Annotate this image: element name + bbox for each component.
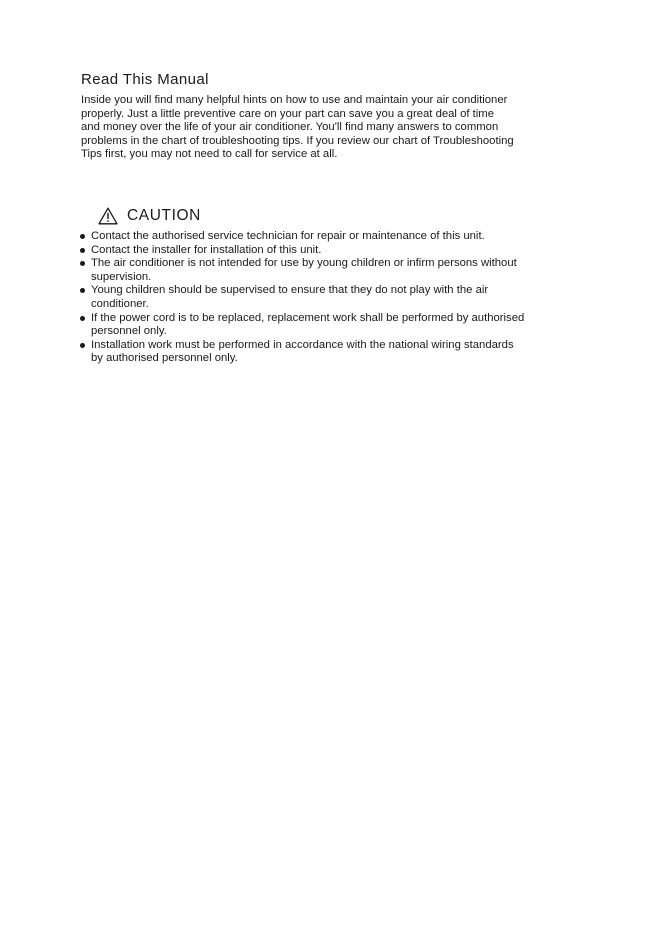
caution-header: [98, 207, 201, 225]
bullet-icon: [80, 234, 85, 239]
bullet-icon: [80, 261, 85, 266]
caution-item: [80, 257, 560, 284]
intro-paragraph: [81, 94, 551, 162]
intro-line: Inside you will find many helpful hints on how to use and maintain your air conditioner: [81, 94, 508, 106]
intro-line: properly. Just a little preventive care on your part can save you a great deal of time: [81, 107, 494, 120]
caution-list: [80, 230, 560, 366]
caution-item-text: Contact the authorised service technician for repair or maintenance of this unit.: [91, 230, 485, 242]
caution-item: [80, 230, 560, 244]
intro-line: problems in the chart of troubleshooting tips. If you review our chart of Troubleshooting: [81, 134, 514, 147]
caution-item-text: conditioner.: [91, 297, 149, 310]
bullet-icon: [80, 343, 85, 348]
caution-item-text: The air conditioner is not intended for use by young children or infirm persons without: [91, 257, 517, 270]
caution-item-text: Young children should be supervised to ensure that they do not play with the air: [91, 284, 489, 297]
caution-item-text: personnel only.: [91, 325, 167, 338]
bullet-icon: [80, 288, 85, 293]
bullet-icon: [80, 316, 85, 321]
caution-item-text: by authorised personnel only.: [91, 352, 238, 365]
warning-triangle-icon: [98, 207, 118, 225]
intro-line: Tips first, you may not need to call for service at all.: [81, 148, 338, 161]
caution-item: [80, 284, 560, 311]
caution-item-text: supervision.: [91, 270, 152, 283]
caution-title: CAUTION: [127, 207, 201, 224]
caution-item-text: Installation work must be performed in accordance with the national wiring standards: [91, 338, 514, 351]
caution-item: [80, 244, 560, 258]
bullet-icon: [80, 248, 85, 253]
caution-item-text: If the power cord is to be replaced, replacement work shall be performed by authorised: [91, 311, 525, 324]
section-title: Read This Manual: [81, 71, 209, 88]
caution-item-text: Contact the installer for installation of this unit.: [91, 243, 322, 256]
caution-item: [80, 312, 560, 339]
intro-line: and money over the life of your air conditioner. You'll find many answers to common: [81, 121, 499, 134]
caution-item: [80, 339, 560, 366]
